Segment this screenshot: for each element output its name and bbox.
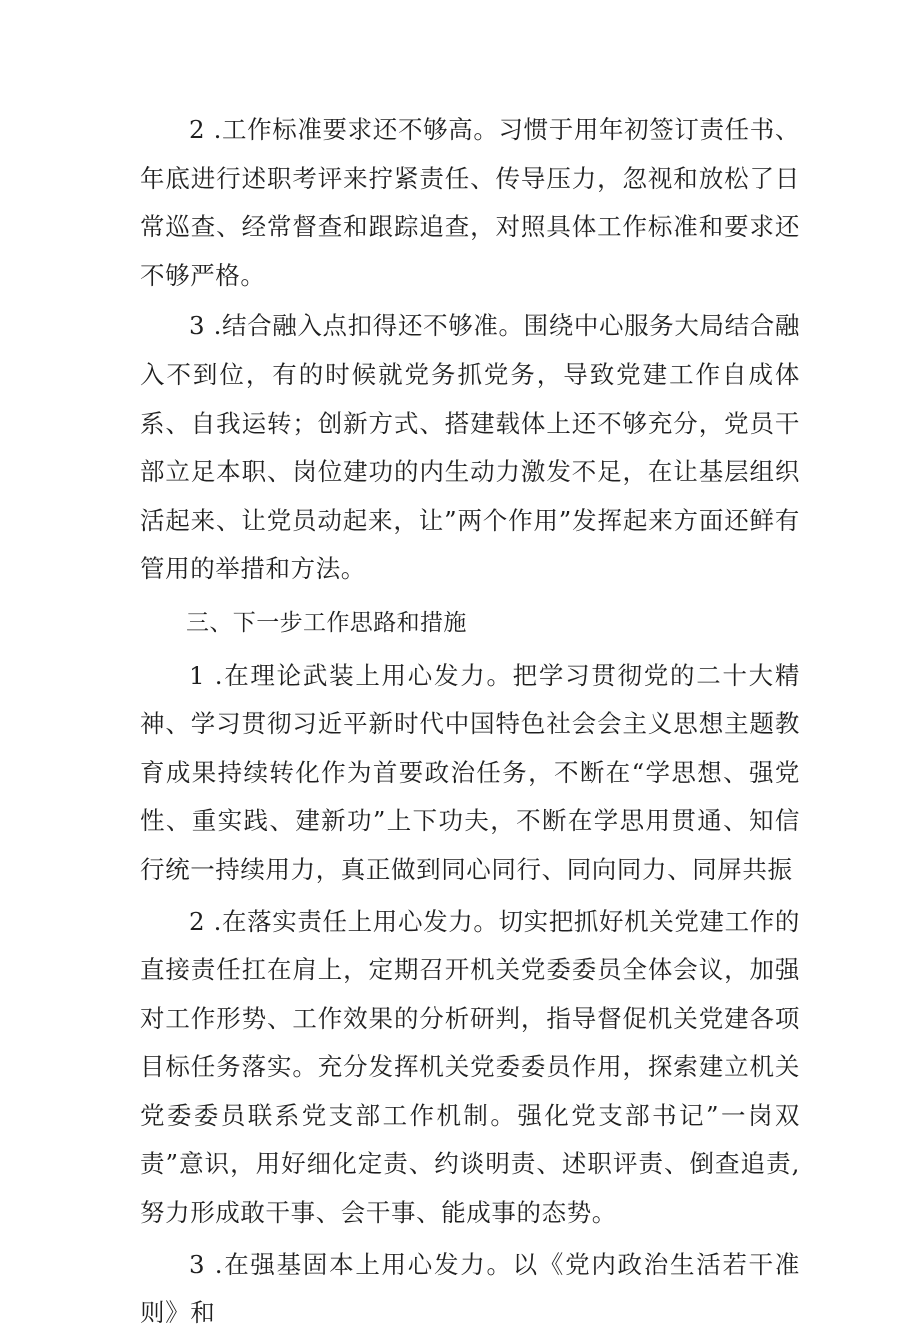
paragraph-integration: 3 .结合融入点扣得还不够准。围绕中心服务大局结合融入不到位，有的时候就党务抓党务，导致党建工作自成体系、自我运转；创新方式、搭建载体上还不够充分，党员干部立足本职、岗位建功的内生动力激发不足，在让基层组织活起来、让党员动起来，让”两个作用”发挥起来方面还鲜有管用的举措和方法。 xyxy=(140,311,800,584)
section-heading-next-steps: 三、下一步工作思路和措施 xyxy=(186,609,467,636)
document-body xyxy=(140,106,800,1338)
paragraph-foundation: 3 .在强基固本上用心发力。以《党内政治生活若干准则》和 xyxy=(140,1249,800,1328)
paragraph-responsibility: 2 .在落实责任上用心发力。切实把抓好机关党建工作的直接责任扛在肩上，定期召开机关党委委员全体会议，加强对工作形势、工作效果的分析研判，指导督促机关党建各项目标任务落实。充分发挥机关党委委员作用，探索建立机关党委委员联系党支部工作机制。强化党支部书记”一岗双责”意识，用好细化定责、约谈明责、述职评责、倒查追责,努力形成敢干事、会干事、能成事的态势。 xyxy=(140,906,800,1228)
paragraph-work-standards: 2 .工作标准要求还不够高。习惯于用年初签订责任书、年底进行述职考评来拧紧责任、传导压力，忽视和放松了日常巡查、经常督查和跟踪追查，对照具体工作标准和要求还不够严格。 xyxy=(140,115,800,290)
paragraph-theory: 1 .在理论武装上用心发力。把学习贯彻党的二十大精神、学习贯彻习近平新时代中国特色社会会主义思想主题教育成果持续转化作为首要政治任务，不断在“学思想、强党性、重实践、建新功”上下功夫，不断在学思用贯通、知信行统一持续用力，真正做到同心同行、同向同力、同屏共振 xyxy=(140,660,800,884)
